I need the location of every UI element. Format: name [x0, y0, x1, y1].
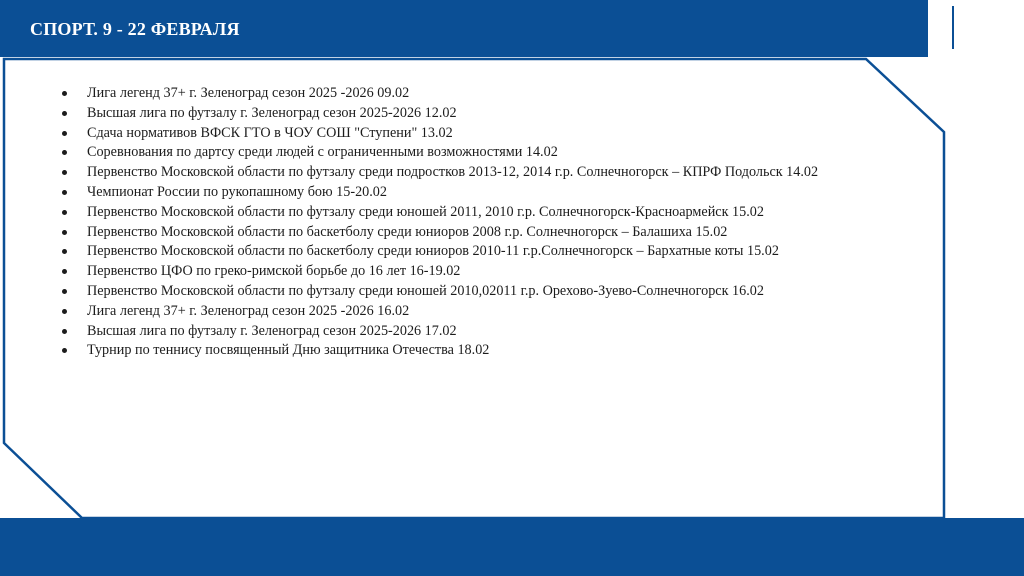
list-item-text: Лига легенд 37+ г. Зеленоград сезон 2025 -2026 16.02	[87, 302, 410, 319]
bullet-icon	[62, 289, 67, 294]
bullet-icon	[62, 131, 67, 136]
list-item	[60, 104, 898, 124]
page-title: СПОРТ. 9 - 22 ФЕВРАЛЯ	[30, 19, 240, 39]
list-item	[60, 203, 898, 223]
list-item	[60, 163, 898, 183]
list-item-text: Первенство ЦФО по греко-римской борьбе до 16 лет 16-19.02	[87, 263, 461, 280]
event-list-container	[60, 84, 898, 361]
footer-bar	[0, 518, 1024, 576]
list-item-text: Турнир по теннису посвященный Дню защитника Отечества 18.02	[87, 342, 490, 359]
list-item	[60, 242, 898, 262]
list-item-text: Высшая лига по футзалу г. Зеленоград сезон 2025-2026 17.02	[87, 322, 457, 339]
list-item	[60, 322, 898, 342]
list-item	[60, 84, 898, 104]
list-item-text: Первенство Московской области по футзалу среди юношей 2010,02011 г.р. Орехово-Зуево-Солнечногорск 16.02	[87, 282, 764, 299]
bullet-icon	[62, 329, 67, 334]
bullet-icon	[62, 111, 67, 116]
list-item	[60, 302, 898, 322]
list-item-text: Первенство Московской области по футзалу среди юношей 2011, 2010 г.р. Солнечногорск-Красноармейск 15.02	[87, 203, 764, 220]
list-item-text: Первенство Московской области по баскетболу среди юниоров 2008 г.р. Солнечногорск – Балашиха 15.02	[87, 223, 728, 240]
list-item	[60, 282, 898, 302]
list-item	[60, 341, 898, 361]
list-item-text: Соревнования по дартсу среди людей с ограниченными возможностями 14.02	[87, 144, 558, 161]
list-item-text: Чемпионат России по рукопашному бою 15-20.02	[87, 183, 387, 200]
list-item-text: Лига легенд 37+ г. Зеленоград сезон 2025 -2026 09.02	[87, 85, 410, 101]
bullet-icon	[62, 249, 67, 254]
list-item-text: Сдача нормативов ВФСК ГТО в ЧОУ СОШ "Ступени" 13.02	[87, 124, 453, 141]
event-list	[60, 84, 898, 361]
list-item	[60, 262, 898, 282]
bullet-icon	[62, 150, 67, 155]
bullet-icon	[62, 269, 67, 274]
bullet-icon	[62, 91, 67, 96]
bullet-icon	[62, 309, 67, 314]
list-item	[60, 223, 898, 243]
list-item	[60, 143, 898, 163]
list-item	[60, 124, 898, 144]
list-item	[60, 183, 898, 203]
list-item-text: Первенство Московской области по баскетболу среди юниоров 2010-11 г.р.Солнечногорск – Бархатные коты 15.02	[87, 243, 779, 260]
bullet-icon	[62, 348, 67, 353]
list-item-text: Первенство Московской области по футзалу среди подростков 2013-12, 2014 г.р. Солнечногорск – КПРФ Подольск 14.02	[87, 164, 819, 181]
bullet-icon	[62, 230, 67, 235]
bullet-icon	[62, 170, 67, 175]
list-item-text: Высшая лига по футзалу г. Зеленоград сезон 2025-2026 12.02	[87, 104, 457, 121]
bullet-icon	[62, 210, 67, 215]
bullet-icon	[62, 190, 67, 195]
